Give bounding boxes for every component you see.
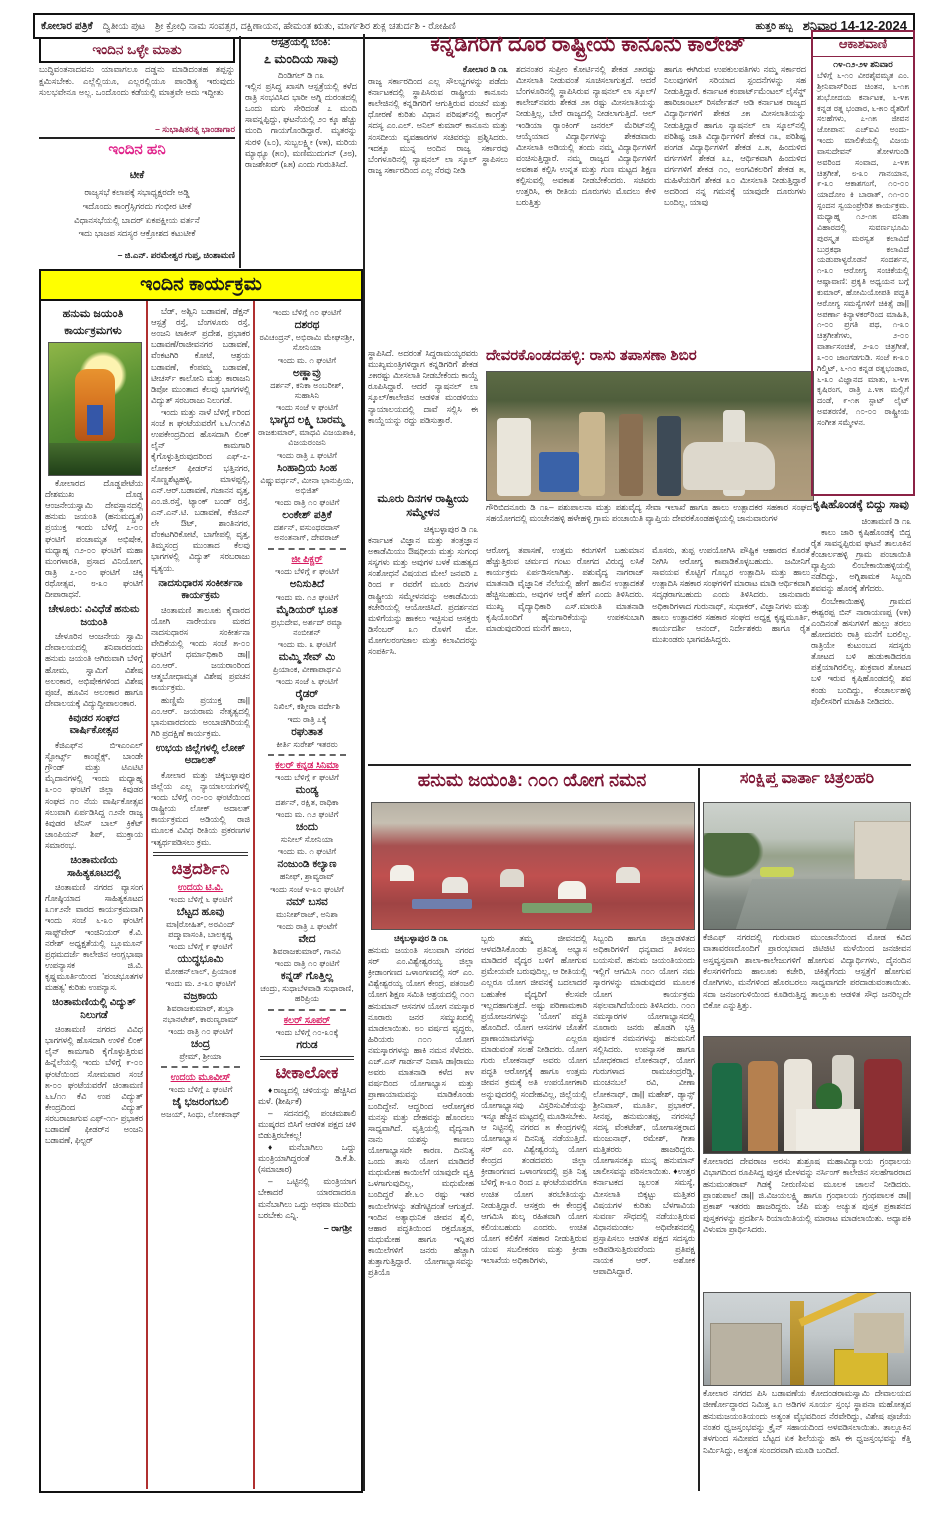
woman-red-saree	[864, 1059, 902, 1151]
fire-kicker: ಆಸ್ಪತ್ರೆಯಲ್ಲಿ ಬೆಂಕಿ:	[271, 37, 331, 48]
show-cast: ಮುನೀಶ್‌ರಾಜ್, ಅನಿಶಾ	[276, 909, 338, 919]
show-title: ಅಣ್ಣಾವ್ರು	[292, 366, 322, 379]
show-title: ಜೈ ಭಜರಂಗಬಲಿ	[172, 1096, 229, 1109]
white-calf	[683, 442, 775, 490]
channel-name: ಉದಯ ಟಿ.ವಿ.	[177, 881, 224, 893]
section-title: ಟೀಕಾಲೋಕ	[275, 1063, 339, 1082]
lead-dateline: ಕೋಲಾರ ಡಿ ೧೩	[462, 64, 508, 74]
signature: – ರಾಗಶ್ರೀ	[323, 1222, 352, 1233]
page-label: ದ್ವಿತೀಯ ಪುಟ	[102, 20, 146, 32]
channel-name: ಕಲರ್ ಕನ್ನಡ ಸಿನಿಮಾ	[275, 759, 339, 771]
section-heading: ಚಿಂತಾಮಣಿಯಲ್ಲಿ ವಿದ್ಯುತ್ ನಿಲುಗಡೆ	[52, 997, 136, 1021]
show-time: ಇಂದು ಸಂಜೆ ೪-೩೦ ಘಂಟಿಗೆ	[270, 884, 344, 894]
krishi-heading: ಕೃಷಿಹೊಂಡಕ್ಕೆ ಬಿದ್ದು ಸಾವು	[813, 499, 909, 511]
chitra-caption-3: ಕೋಲಾರ ನಗರದ ಪಿಸಿ ಬಡಾವಣೆಯ ಕೋದಂಡರಾಮಸ್ವಾಮಿ ದೇವಾಲಯದ ಜೀರ್ಣೋದ್ಧಾರದ ನಿಮಿತ್ತ ೩೧ ಅಡಿಗಳ ಸೂರ್ಯ ಸ್ತಂಭ ಸ್ಥಾಪನಾ ಮಹೋತ್ಸವ ಹನುಮಜಯಂತಿಯಂದು ಅತ್ಯಂತ ವೈಭವದಿಂದ ನೆರವೇರಿದ್ದು, ವಿಶೇಷ ಪೂಜೆಯ ನಂತರ ಧ್ವಜಸ್ತಂಭವನ್ನು ಕ್ರೈನ್ ಸಹಾಯದಿಂದ ಅಳವಡಿಸಲಾಯಿತು. ತಾಲ್ಲೂಕಿನ ತಳಗುಂದ ಸಮೀಪದ ಬೆಟ್ಟದ ಏಕ ಶಿಲೆಯನ್ನು ಹಸಿ ಈ ಧ್ವಜಸ್ತಂಭವನ್ನು ಕೆತ್ತಿ ನಿರ್ಮಿಸಿದ್ದು, ಅತ್ಯಂತ ಸುಂದರವಾಗಿ ಮೂಡಿ ಬಂದಿದೆ.	[703, 1388, 911, 1455]
paragraph: ಇಂದು ಮತ್ತು ನಾಳೆ ಬೆಳಿಗ್ಗೆ ೯ರಿಂದ ಸಂಜೆ ೫ ಘಂಟೆಯವರೆಗೆ ೬೬/೧೧ಕೆವಿ ಉಪಕೇಂದ್ರದಿಂದ ಹೊಸದಾಗಿ ಲಿಂಕ್ ಲೈನ್ ಕಾಮಗಾರಿ ಕೈಗೊಳ್ಳುತ್ತಿರುವುದರಿಂದ ಎಫ್-೭-ಲೋಕಲ್ ಫೀಡರ್‌ನ ಭತ್ತಿನಗರ, ಸೊಣ್ಣಶೆಟ್ಟಹಳ್ಳಿ, ಮಾಳಪ್ಪಲ್ಲಿ, ಎನ್.ಆರ್.ಬಡಾವಣೆ, ಗಜಾನನ ವೃತ್ತ, ಎಂ.ಜಿ.ರಸ್ತೆ, ಟ್ಯಾಂಕ್ ಬಂಡ್ ರಸ್ತೆ, ಎನ್.ಎನ್.ಟಿ. ಬಡಾವಣೆ, ಕೆಜಿಎನ್ ಲೇ ಔಟ್, ಶಾಂತಿನಗರ, ವೆಂಕಟಗಿರಿಕೋಟೆ, ಬಾಗೇಪಲ್ಲಿ ವೃತ್ತ, ತಿಮ್ಮಸಂದ್ರ ಮುಂತಾದ ಕೆಲವು ಭಾಗಗಳಲ್ಲಿ ವಿದ್ಯುತ್ ಸರಬರಾಜು ವ್ಯತ್ಯಯ.	[151, 406, 250, 573]
show-title: ಮೈಡಿಯರ್ ಭೂತ	[276, 603, 338, 616]
show-time: ಇಂದು ರಾತ್ರಿ ೭ ಘಂಟೆಗೆ	[276, 921, 338, 931]
good-word-credit: – ಸುಭಾಷಿತರತ್ನ ಭಾಂಡಾಗಾರ	[155, 124, 235, 134]
section-heading: ಉಭಯ ಜಿಲ್ಲೆಗಳಲ್ಲಿ ಲೋಕ್ ಅದಾಲತ್	[155, 742, 246, 767]
hani-line: ಇದೊಂದು ಕಾಂಗ್ರೆಸ್ಸಿಗರದು ಗಂಭೀರ ಟೀಕೆ	[82, 200, 192, 211]
show-title: ಮಂಡ್ಯ	[295, 783, 319, 796]
show-time: ಇಂದು ಮ. ೧೨ ಘಂಟಿಗೆ	[275, 810, 339, 819]
show-title: ಚಂದು	[296, 821, 318, 833]
akashvani-title: ಆಕಾಶವಾಣಿ	[813, 32, 913, 57]
hanuma-jayanti-heading: ಹನುಮ ಜಯಂತಿ ಕಾರ್ಯಕ್ರಮಗಳು	[62, 308, 124, 337]
cattle-col2: ಮೊಸರು, ತುಪ್ಪ ಉಪಯೋಗಿಸಿ ಪೌಷ್ಟಿಕ ಆಹಾರದ ಕೊರತೆ ನೀಗಿಸಿ ಆರೋಗ್ಯ ಕಾಪಾಡಿಕೊಳ್ಳಬಹುದು. ಜಮೀನಿಗೆ ಸಾವಯವ ಕೊಟ್ಟಿಗೆ ಗೊಬ್ಬರ ಉತ್ಪಾದಿಸಿ ಮತ್ತು ಹಾಲು ಉತ್ಪಾದಿಸಿ ಸಹಕಾರ ಸಂಘಗಳಿಗೆ ಮಾರಾಟ ಮಾಡಿ ಆರ್ಥಿಕವಾಗಿ ಸದೃಢರಾಗಬಹುದು ಎಂದು ತಿಳಿಸಿದರು. ಜಾನುವಾರು ಅಧಿಕಾರಿಗಳಾದ ಗುರುನಾಥ್, ಸುಧಾಕರ್, ವಿಜ್ಞಾನಿಗಳು ಮತ್ತು ಹಾಲು ಉತ್ಪಾದಕರ ಸಹಕಾರ ಸಂಘದ ಅಧ್ಯಕ್ಷ ಕೃಷ್ಣಮೂರ್ತಿ, ಕಾರ್ಯದರ್ಶಿ ಆನಂದ್, ನಿರ್ದೇಶಕರು ಹಾಗೂ ರೈತ ಮುಖಂಡರು ಭಾಗವಹಿಸಿದ್ದರು.	[652, 545, 810, 644]
akashvani-day: ೧೪-೧೨-೨೪ ಶನಿವಾರ	[833, 59, 893, 69]
edition-date: ಶನಿವಾರ 14-12-2024	[802, 18, 907, 33]
yoga-figure	[500, 869, 524, 887]
show-title: ಕನ್ನಡ್ ಗೊತ್ತಿಲ್ಲ	[280, 970, 334, 982]
column-rule	[239, 36, 241, 268]
chitra-caption-1: ಕೆಜಿಎಫ್ ನಗರದಲ್ಲಿ ಗುರುವಾರ ಮುಂಜಾನೆಯಿಂದ ಮೋಡ ಕವಿದ ವಾತಾವರಣದೊಂದಿಗೆ ಪ್ರಾರಂಭವಾದ ಜಿಟಿಜಿಟಿ ಮಳೆಯಿಂದ ಜನಜೀವನ ಅಸ್ತವ್ಯಸ್ತವಾಗಿ ಶಾಲಾ-ಕಾಲೇಜುಗಳಿಗೆ ಹೋಗುವ ವಿದ್ಯಾರ್ಥಿಗಳು, ದೈನಂದಿನ ಕೆಲಸಗಳಿಗೆಂದು ಹಾಲೂಕು ಕಚೇರಿ, ಚಿಕಿತ್ಸೆಗೆಂದು ಆಸ್ಪತ್ರೆಗೆ ಹೋಗುವ ರೋಗಿಗಳು, ಮನೆಗಳಿಂದ ಹೊರಬರಲು ಸಾಧ್ಯವಾಗದೇ ಪರದಾಡುವಂತಾಯಿತು. ಸದಾ ಜನಜಂಗುಳಿಯಿಂದ ಕೂಡಿರುತ್ತಿದ್ದ ತಾಲ್ಲೂಕು ಆಡಳಿತ ಸೌಧ ಜನರಿಲ್ಲದೇ ಬಿಕೋ ಎನ್ನುತ್ತಿತ್ತು.	[703, 932, 911, 1011]
show-title: ನಂಜುಂಡಿ ಕಲ್ಯಾಣ	[277, 858, 337, 871]
section-divider	[368, 764, 911, 766]
programs-rule-2	[253, 301, 255, 1489]
paragraph: ಕಾಲು ಜಾರಿ ಕೃಷಿಹೊಂಡಕ್ಕೆ ಬಿದ್ದ ರೈತ ಸಾವನ್ನಪ್ಪಿರುವ ಘಟನೆ ತಾಲೂಕಿನ ಕೆಂಚಾರ್ಲಹಳ್ಳಿ ಗ್ರಾಮ ಪಂಚಾಯಿತಿ ವ್ಯಾಪ್ತಿಯ ಲಿಂಬೇಕಾಯಿಹಳ್ಳಿಯಲ್ಲಿ ನಡೆದಿದ್ದು, ಅಗ್ನಿಶಾಮಕ ಸಿಬ್ಬಂದಿ ಶವವನ್ನು ಹೊರಕ್ಕೆ ತೆಗೆದರು.	[811, 527, 911, 593]
crane-body	[834, 1349, 888, 1386]
show-time: ಇಂದು ಮ. ೧ ಘಂಟಿಗೆ	[277, 847, 337, 857]
show-cast: ಕೀರ್ತಿ ಸುರೇಶ್ ಇತರರು	[276, 739, 338, 749]
trees	[704, 833, 764, 879]
show-title: ರಘುತಾತ	[291, 725, 323, 738]
krishi-body	[811, 527, 911, 782]
hani-line: ಇದು ಭಾಜಪ ಸದಸ್ಯರ ಆಕ್ರೋಶದ ಕಟುಟೀಕೆ	[78, 228, 196, 239]
programs-col1	[45, 478, 143, 1486]
hani-verse	[39, 186, 235, 241]
show-time: ಇಂದು ರಾತ್ರಿ ೧೦ ಘಂಟಿಗೆ	[274, 959, 340, 968]
stone-pillar	[790, 1301, 804, 1385]
cattle-col1: ಆರೋಗ್ಯ ತಪಾಸಣೆ, ಉತ್ತಮ ಕರುಗಳಿಗೆ ಬಹುಮಾನ ಹೆಚ್ಚುತ್ತಿರುವ ಚರ್ಮದ ಗಂಟು ರೋಗದ ವಿರುದ್ಧ ಲಸಿಕೆ ಕಾರ್ಯಕ್ರಮ ಏರ್ಪಡಿಸಲಾಗಿತ್ತು. ಪಶುವೈದ್ಯ ನಾಗರಾಜ್ ಮಾತನಾಡಿ ವೈಜ್ಞಾನಿಕ ನೆಲೆಯಲ್ಲಿ ಹೇಗೆ ಹಾಲಿನ ಉತ್ಪಾದಕತೆ ಹೆಚ್ಚಿಸಬಹುದು, ಅವುಗಳ ಆರೈಕೆ ಹೇಗೆ ಎಂದು ತಿಳಿಸಿದರು. ಮುಖ್ಯ ವೈದ್ಯಾಧಿಕಾರಿ ಎಸ್.ಮಾರುತಿ ಮಾತನಾಡಿ ಕೃಷಿಯೊಂದಿಗೆ ಹೈನುಗಾರಿಕೆಯನ್ನು ಉಪಕಸುಬಾಗಿ ಮಾಡುವುದರಿಂದ ಮನೆಗೆ ಹಾಲು,	[486, 545, 644, 633]
show-time: ಇಂದು ಬೆಳಿಗ್ಗೆ ೧೦-೩೦ಕ್ಕೆ	[275, 1027, 339, 1037]
double-rule	[260, 1056, 354, 1060]
person-figure	[619, 414, 643, 496]
person-figure	[579, 412, 605, 496]
show-cast: ಚಂದ್ರು, ಸುಧಾಬೆಳವಾಡಿ ಸುಧಾರಾಣಿ, ಹರಿಪ್ರಿಯ	[260, 984, 354, 1004]
show-time: ಇಂದು ಸಂಜೆ ೬ ಘಂಟಿಗೆ	[276, 677, 338, 687]
show-time: ಇಂದು ರಾತ್ರಿ ೭ ಘಂಟಿಗೆ	[276, 450, 338, 460]
temple-crane-pillar-photo	[703, 1292, 911, 1386]
show-title: ಸಿಂಹಾದ್ರಿಯ ಸಿಂಹ	[276, 461, 338, 474]
paragraph: ಹುಣ್ಣಿಮೆ ಪ್ರಯುಕ್ತ ಡಾ|| ಎಂ.ಆರ್. ಜಯರಾಮ ನೇತೃತ್ವದಲ್ಲಿ ಭಾನುವಾರದಂದು ಅಂಬಾಜಿಗಿರಿಯಲ್ಲಿ ಗಿರಿ ಪ್ರದಕ್ಷಿಣೆ ಕಾರ್ಯಕ್ರಮ.	[151, 694, 250, 738]
section-title: ಚಿತ್ರದರ್ಶಿನಿ	[171, 859, 230, 878]
show-title: ಲಂಕೇಶ್ ಪತ್ರಿಕೆ	[282, 509, 332, 521]
hani-subtitle: ಟೀಕೆ	[129, 170, 145, 181]
akashvani-box	[811, 30, 915, 496]
show-title: ರೈಡರ್	[295, 688, 319, 701]
lead-headline: ಕನ್ನಡಿಗರಿಗೆ ದೂರ ರಾಷ್ಟ್ರೀಯ ಕಾನೂನು ಕಾಲೇಜ್	[430, 33, 746, 56]
programs-rule-1	[146, 301, 148, 1489]
paragraph: ಲಿಂಬೇಕಾಯಿಹಳ್ಳಿ ಗ್ರಾಮದ ಈಶ್ವರಪ್ಪ ಬಿನ್ ನಾರಾಯಣಪ್ಪ (೪೫) ಎಂದಿನಂತೆ ಹಸುಗಳಿಗೆ ಹುಲ್ಲು ತರಲು ಹೋದವರು ರಾತ್ರಿ ಮನೆಗೆ ಬರಲಿಲ್ಲ. ರಾತ್ರಿಯೇ ಕುಟುಂಬದ ಸದಸ್ಯರು ತೋಟದ ಬಳಿ ಹುಡುಕಾಡಿದರೂ ಪತ್ತೆಯಾಗಿರಲಿಲ್ಲ. ಶುಕ್ರವಾರ ತೋಟದ ಬಳಿ ಇರುವ ಕೃಷಿಹೊಂಡದಲ್ಲಿ ಶವ ಕಂಡು ಬಂದಿದ್ದು, ಕೆಂಚಾರ್ಲಹಳ್ಳಿ ಪೊಲೀಸರಿಗೆ ಮಾಹಿತಿ ನೀಡಿದರು.	[811, 595, 911, 706]
show-title: ಬೆಟ್ಟದ ಹೂವು	[176, 905, 225, 918]
show-title: ಮಮ್ಮಿ ಸೇವ್ ಮಿ	[278, 651, 336, 663]
building	[854, 821, 911, 881]
yoga-col1: ಹನುಮ ಜಯಂತಿ ಸಲುವಾಗಿ ನಗರದ ಸರ್ ಎಂ.ವಿಶ್ವೇಶ್ವರಯ್ಯ ಜಿಲ್ಲಾ ಕ್ರೀಡಾಂಗಣದ ಒಳಾಂಗಣದಲ್ಲಿ ಸರ್ ಎಂ. ವಿಶ್ವೇಶ್ವರಯ್ಯ ಯೋಗ ಕೇಂದ್ರ, ಪತಂಜಲಿ ಯೋಗ ಶಿಕ್ಷಣ ಸಮಿತಿ ಆಶ್ರಯದಲ್ಲಿ ೧೦೧ ಹನುಮಾನ್ ಆಸನಗಳ ಯೋಗ ನಮಸ್ಕಾರ ನೂರಾರು ಜನರ ಸಮ್ಮುಖದಲ್ಲಿ ಮಾಡಲಾಯಿತು. ೮೦ ವರ್ಷದ ವೃದ್ಧರು, ಹಿರಿಯರು ೧೦೧ ಯೋಗ ನಮಸ್ಕಾರಗಳನ್ನು ಹಾಕಿ ನಮನ ಸೆಳೆದರು. ಎಚ್.ಎಸ್ ಗಾರ್ಡನ್ ನಿವಾಸಿ ಡಾ|ರಾಮು ಅವರು ಮಾತನಾಡಿ ಕಳೆದ ೫೪ ವರ್ಷದಿಂದ ಯೋಗಾಭ್ಯಾಸ ಮತ್ತು ಪ್ರಾಣಾಯಾಮವನ್ನು ಮಾಡಿಕೊಂಡು ಬಂದಿದ್ದೇನೆ. ಆದ್ದರಿಂದ ಆರೋಗ್ಯಕರ ಮನಸ್ಸು ಮತ್ತು ದೇಹವನ್ನು ಹೊಂದಲು ಸಾಧ್ಯವಾಗಿದೆ. ವೃತ್ತಿಯಲ್ಲಿ ವೈದ್ಯನಾಗಿ ನಾನು ಯಶಸ್ಸು ಕಾಣಲು ಯೋಗಾಭ್ಯಾಸವೇ ಕಾರಣ. ದಿನನಿತ್ಯ ಒಂದು ತಾಸು ಯೋಗ ಮಾಡಿದರೆ ಮಧುಮೇಹ ಕಾಯಿಲೆಗೆ ಯಾವುದೇ ವ್ಯಕ್ತಿ ಒಳಗಾಗುವುದಿಲ್ಲ, ಮಧುಮೇಹ ಬಂದಿದ್ದರೆ ಶೇ.೬೦ ರಷ್ಟು ಇತರ ಕಾಯಿಲೆಗಳನ್ನು ತಡೆಗಟ್ಟಿದಂತೆ ಆಗುತ್ತದೆ. ಇಂದಿನ ಅತ್ಯಾಧುನಿಕ ಜೀವನ ಶೈಲಿ, ಆಹಾರ ಪದ್ಧತಿಯಿಂದ ರಕ್ತದೊತ್ತಡ, ಮಧುಮೇಹ ಹಾಗೂ ಇನ್ನಿತರ ಕಾಯಿಲೆಗಳಿಗೆ ಜನರು ಹೆಚ್ಚಾಗಿ ತುತ್ತಾಗುತ್ತಿದ್ದಾರೆ. ಯೋಗಾಭ್ಯಾಸವನ್ನು ಪ್ರತಿಯೊ	[368, 945, 474, 1278]
lead-col1-continued: ಸ್ಥಾಪಿಸಿದೆ. ಅದರಂತೆ ಸಿದ್ದರಾಮಯ್ಯರವರು ಮುಖ್ಯಮಂತ್ರಿಗಳಿದ್ದಾಗ ಕನ್ನಡಿಗರಿಗೆ ಶೇಕಡ ೨೫ರಷ್ಟು ಮೀಸಲಾತಿ ನೀಡಬೇಕೆಂದು ಕಾಯ್ದೆ ರೂಪಿಸಿದ್ದಾರೆ. ಆದರೆ ನ್ಯಾಷನಲ್ ಲಾ ಸ್ಕೂಲ್/ಕಾಲೇಜಿನ ಆಡಳಿತ ಮಂಡಳಿಯು ನ್ಯಾಯಾಲಯದಲ್ಲಿ ದಾವೆ ಸಲ್ಲಿಸಿ ಈ ಕಾಯ್ದೆಯನ್ನು ರದ್ದು ಪಡಿಸುತ್ತಾರೆ.	[368, 348, 478, 425]
show-title: ಅನಿಸುತಿದೆ	[289, 577, 325, 590]
yoga-mat	[412, 899, 472, 909]
blue-chairs	[539, 452, 579, 492]
table-with-cloth	[796, 1109, 860, 1151]
conference-heading: ಮೂರು ದಿನಗಳ ರಾಷ್ಟ್ರೀಯ ಸಮ್ಮೇಳನ	[377, 493, 469, 520]
show-cast: ವಿಷ್ಣುವರ್ಧನ್, ಮೀನಾ ಭಾನುಪ್ರಿಯ, ಅಭಿಜಿತ್	[260, 475, 354, 495]
show-time: ಇಂದು ಬೆಳಿಗ್ಗೆ ೭ ಘಂಟಿಗೆ	[168, 1085, 233, 1095]
woman-saree	[748, 1061, 778, 1151]
show-cast: ಶಿವರಾಜಕುಮಾರ್, ಶುಭ್ರಾ ನಭಾನಟೇಶ್, ಕಾರುಣ್ಯರಾಮ್	[162, 1004, 239, 1024]
paragraph: ಚಿಂತಾಮಣಿ ನಗರದ ವ್ಯಾಸಂಗ ಗೋಷ್ಠಿಯಾದ ಸಾಹಿತ್ಯಕೂಟದ ೩೧೯೨ನೇ ವಾರದ ಕಾರ್ಯಕ್ರಮವಾಗಿ ಇಂದು ಸಂಜೆ ೬-೩೦ ಘಂಟಿಗೆ ಸಾಫ್ಟ್‌ವೇರ್ ಇಂಜಿನಿಯರ್ ಕೆ.ವಿ. ನರೇಶ್ ಅಧ್ಯಕ್ಷತೆಯಲ್ಲಿ ಬ್ಲೂಮೂನ್ ಪ್ರಥಮದರ್ಜೆ ಕಾಲೇಜಿನ ಆಂಗ್ಲಭಾಷಾ ಉಪನ್ಯಾಸಕ ಜಿ.ವಿ. ಕೃಷ್ಣಮೂರ್ತಿಯಿಂದ 'ಪಂಚಭೂತಗಳ ಮಹತ್ವ' ಕುರಿತು ಉಪನ್ಯಾಸ.	[45, 882, 143, 993]
section-heading: ಕಿವುಡರ ಸಂಘದ ವಾರ್ಷಿಕೋತ್ಸವ	[68, 712, 120, 737]
hanuman-deity-image	[48, 342, 142, 476]
section-heading: ಚೇಳೂರು: ವಿವಿಧೆಡೆ ಹನುಮ ಜಯಂತಿ	[48, 604, 140, 628]
show-cast: ಪ್ರಿಯಾಂಕ, ವೀಣಾಪಾರ್ಥವಿ	[272, 665, 342, 674]
show-title: ನಮ್ ಬಸವ	[286, 895, 328, 908]
cattle-intro: ಗೌರಿಬಿದನೂರು ಡಿ ೧೩– ಪಶುಪಾಲನಾ ಮತ್ತು ಪಶುವೈದ್ಯ ಸೇವಾ ಇಲಾಖೆ ಹಾಗೂ ಹಾಲು ಉತ್ಪಾದಕರ ಸಹಕಾರ ಸಂಘದ ಸಹಯೋಗದಲ್ಲಿ ಮಂಚೇನಹಳ್ಳಿ ಹಳೇಹಳ್ಳಿ ಗ್ರಾಮ ಪಂಚಾಯಿತಿ ವ್ಯಾಪ್ತಿಯ ದೇವರಕೊಂಡಹಳ್ಳಿಯಲ್ಲಿ ಜಾನುವಾರುಗಳ	[486, 502, 812, 524]
show-time: ಇಂದು ಬೆಳಿಗ್ಗೆ ೧೦ ಘಂಟಿಗೆ	[272, 308, 342, 317]
yoga-figure	[616, 867, 640, 883]
panchanga-line: ಶ್ರೀ ಕ್ರೋಧಿ ನಾಮ ಸಂವತ್ಸರ, ದಕ್ಷಿಣಾಯನ, ಹೇಮಂತ ಋತು, ಮಾರ್ಗಶಿರ ಶುಕ್ಲ ಚತುರ್ದಶಿ - ರೋಹಿಣಿ	[155, 20, 456, 32]
yoga-col3: ಸಿಬ್ಬಂದಿ ಹಾಗೂ ಜಿಲ್ಲಾಡಳಿತದ ಅಧಿಕಾರಿಗಳಿಗೆ ಧನ್ಯವಾದ ತಿಳಿಸಲು ಬಯಸುವೆ. ಹನುಮ ಜಯಂತಿಯಂದು ಇಲ್ಲಿಗೆ ಆಗಮಿಸಿ ೧೦೧ ಯೋಗ ನಮ ಸ್ಕಾರಗಳನ್ನು ಮಾಡುವುದರ ಮೂಲಕ ಯೋಗ ಕಾರ್ಯಕ್ರಮ ಸಫಲವಾಗಿದೆಯೆಂದು ತಿಳಿಸಿದರು. ೧೦೧ ನಮಸ್ಕಾರಗಳ ಯೋಗಾಭ್ಯಾಸದಲ್ಲಿ ನೂರಾರು ಜನರು ಹೊಡಗಿ ಭಕ್ತಿ ಪೂರ್ವಕ ನಮನಗಳನ್ನು ಹನುಮನಿಗೆ ಸಲ್ಲಿಸಿದರು. ಉಪನ್ಯಾಸಕ ಹಾಗೂ ಬೋಧಕರಾದ ಲೋಕನಾಥ್, ಯೋಗ ಗುರುಗಳಾದ ರಾಮಚಂದ್ರರೆಡ್ಡಿ, ಮಂಚನಬಲೆ ರವಿ, ವೀಣಾ ಲೋಕನಾಥ್, ಡಾ|| ಮಹೇಶ್, ಡ್ಯಾನ್ಸ್ ಶ್ರೀನಿವಾಸ್, ಮೂರ್ತಿ, ಪ್ರಭಾಕರ್, ಸೀನಪ್ಪ, ಹನುಮಂತಪ್ಪ, ನಗರಸಭೆ ಸದಸ್ಯ ವೆಂಕಟೇಶ್, ಯೋಗಾಸಕ್ತರಾದ ಮಂಜುನಾಥ್, ರಮೇಶ್, ಗೀತಾ ಮತ್ತಿತರರು ಹಾಜರಿದ್ದರು. ಯೋಗಾಸನಕ್ಕೂ ಮುನ್ನ ಹನುಮಾನ್ ಚಾಲೀಸವನ್ನು ಪಠಿಸಲಾಯಿತು. ♦ಉತ್ತರ ಕರ್ನಾಟಕದ ಜ್ವಲಂತ ಸಮಸ್ಯೆ, ಮೀಸಲಾತಿ ಬಿಕ್ಕಟ್ಟು ಮತ್ತಿತರ ವಿಷಯಗಳ ಕುರಿತು ಬೆಳಗಾವಿಯ ಸುವರ್ಣ ಸೌಧದಲ್ಲಿ ನಡೆಯುತ್ತಿರುವ ವಿಧಾನಮಂಡಲ ಅಧಿವೇಶನದಲ್ಲಿ ಪ್ರಸ್ತಾಪಿಸಲು ಆಡಳಿತ ಪಕ್ಷದ ಸದಸ್ಯರು ಅಡಿಪಡಿಸುತ್ತಿರುವರೆಂದು ಪ್ರತಿಪಕ್ಷ ನಾಯಕ ಆರ್. ಅಶೋಕ ಆಪಾದಿಸಿದ್ದಾರೆ.	[593, 933, 695, 1277]
cattle-health-camp-photo	[486, 371, 814, 501]
divider	[39, 137, 235, 139]
show-time: ಇಂದು ಬೆಳಿಗ್ಗೆ ೯ ಘಂಟಿಗೆ	[275, 772, 339, 782]
yoga-col2: ಬ್ಬರು ತಮ್ಮ ಜೀವನದಲ್ಲಿ ಆಳವಡಿಸಿಕೊಂಡು ಪ್ರತಿನಿತ್ಯ ಅಭ್ಯಾಸ ಮಾಡಿದರೆ ವೈದ್ಯರ ಬಳಿಗೆ ಹೋಗುವ ಪ್ರಮೇಯವೇ ಬರುವುದಿಲ್ಲ, ಆ ರೀತಿಯಲ್ಲಿ ಎಲ್ಲರೂ ಯೋಗ ಜೀವನಕ್ಕೆ ಬದಲಾದರೆ ಬಹುತೇಕ ವೈದ್ಯರಿಗೆ ಕೆಲಸವೇ ಇಲ್ಲದಹಾಗುತ್ತದೆ. ಅಷ್ಟು ಪರಿಣಾಮಕಾರಿ ಪ್ರಯೋಜನಗಳನ್ನು 'ಯೋಗ' ಪದ್ಧತಿ ಹೊಂದಿದೆ. ಯೋಗ ಆಸನಗಳ ಜೊತೆಗೆ ಪ್ರಾಣಾಯಾಮಗಳನ್ನು ಎಲ್ಲರೂ ಮಾಡುವಂತೆ ಸಲಹೆ ನೀಡಿದರು. ಯೋಗ ಗುರು ಲೋಕನಾಥ್ ಅವರು ಯೋಗ ಪದ್ಧತಿ ಆರೋಗ್ಯಕ್ಕೆ ಹಾಗೂ ಉತ್ತಮ ಜೀವನ ಕ್ರಮಕ್ಕೆ ಅತಿ ಉಪಯೋಗಕಾರಿ ಅನ್ನುವುದರಲ್ಲಿ ಸಂದೇಹವಿಲ್ಲ, ಜಿಲ್ಲೆಯಲ್ಲಿ ಯೋಗಾಭ್ಯಾಸವು ವಿಸ್ತರಿಸುವಿಕೆಯನ್ನು ಇನ್ನೂ ಹೆಚ್ಚಿನ ಮಟ್ಟದಲ್ಲಿ ಮೂಡಿಸಬೇಕು. ಆ ನಿಟ್ಟಿನಲ್ಲಿ ನಗರದ ೫ ಕೇಂದ್ರಗಳಲ್ಲಿ ಯೋಗಾಭ್ಯಾಸ ದಿನನಿತ್ಯ ನಡೆಯುತ್ತಿದೆ. ಸರ್ ಎಂ. ವಿಶ್ವೇಶ್ವರಯ್ಯ ಯೋಗ ಕೇಂದ್ರದ ತಂಡದವರು ಜಿಲ್ಲಾ ಕ್ರೀಡಾಂಗಣದ ಒಳಾಂಗಣದಲ್ಲಿ ಪ್ರತಿ ನಿತ್ಯ ಬೆಳಿಗ್ಗೆ ೫-೩೦ ರಿಂದ ೭ ಘಂಟೆಯವರೆಗೂ ಉಚಿತ ಯೋಗ ತರಬೇತಿಯನ್ನು ನೀಡುತ್ತಿದ್ದಾರೆ. ಆಸಕ್ತರು ಈ ಕೇಂದ್ರಕ್ಕೆ ಆಗಮಿಸಿ ಶುಲ್ಕ ರಹಿತವಾಗಿ ಯೋಗ ಕಲಿಯಬಹುದು ಎಂದರು. ಉಚಿತ ಯೋಗ ಕಲಿಕೆಗೆ ಸಹಕಾರ ನೀಡುತ್ತಿರುವ ಯುವ ಸಬಲೀಕರಣ ಮತ್ತು ಕ್ರೀಡಾ ಇಲಾಖೆಯ ಅಧಿಕಾರಿಗಳು,	[481, 933, 587, 1266]
chitralahari-headline: ಸಂಕ್ಷಿಪ್ತ ವಾರ್ತಾ ಚಿತ್ರಲಹರಿ	[739, 770, 875, 787]
show-cast: ರವಿಚಂದ್ರನ್, ಅಭಿರಾಮಿ ಮೇಘನಶ್ರೀ, ಸೋನಿಯಾ	[259, 333, 355, 353]
akashvani-schedule: ಬೆಳಿಗ್ಗೆ ೬-೧೦ ವೀರಶೈವಮೃತ ಎಂ. ಶ್ರೀನಿವಾಸ್‌ರಿಂದ ಚಿಂತನ, ೬-೧೫ ಶುಭೋದಯ ಕರ್ನಾಟಕ, ೬-೪೫ ಕನ್ನಡ ರತ್ನ ಭಂಡಾರ, ೬-೫೦ ರೈತರಿಗೆ ಸಲಹೆಗಳು, ೭-೧೫ ಜೀವನ ಜೋಪಾನ: ಎಚ್‌ಐವಿ ಅಂದು-ಇಂದು ಮಾಲಿಕೆಯಲ್ಲಿ ವಿಜಯ ವಾಸುದೇವನ್ ತೋಳಗುಂಡಿ ಅವರಿಂದ ಸಂವಾದ, ೭-೪೫ ಚಿತ್ರಗೀತೆ, ೮-೩೦ ಗಾನಯಾನ, ೯-೩೦ ಆಕಾಶಗಂಗೆ, ೧೦-೦೦ ಯಾದೋಂ ಕಿ ಬಾರಾತ್, ೧೧-೦೦ ಸ್ಪಂದನ ಸ್ವಯಂಪ್ರೇರಿತ ಕಾರ್ಯಕ್ರಮ. ಮಧ್ಯಾಹ್ನ ೧೨-೧೫ ವನಿತಾ ವಿಹಾರದಲ್ಲಿ ಸುವರ್ಣಭೂಮಿ ಪುರಸ್ಕೃತ ಮರಸ್ವತ ಕಲಾವಿದೆ ಬುರ್ರಕಥಾ ಕಲಾವಿದೆ ಯಡುಪಾಳ್ಯರೊಡನೆ ಸಂದರ್ಶನ, ೧-೩೦ ಆರೋಗ್ಯ ಸಂಚಿಕೆಯಲ್ಲಿ ಆಷ್ಪಾವಾಣಿ: ಪ್ರಕೃತಿ ಅಧ್ಯಯನ ಬಗ್ಗೆ ಕುಮಾರ್, ಹೋಮಿಯೋಪತಿ ಪದ್ಧತಿ ಆರೋಗ್ಯ ಸಮಸ್ಯೆಗಳಿಗೆ ಚಿಕಿತ್ಸೆ ಡಾ|| ಅಪರ್ಣಾ ಕಿನ್ಯಾಳಕರ್‌ರಿಂದ ಮಾಹಿತಿ, ೧-೦೦ ಪ್ರಗತಿ ಪಥ, ೧-೩೦ ಚಿತ್ರಗೀತೆಗಳು, ೨-೦೦ ವಾರ್ತಾಸಂಚಿಕೆ, ೨-೩೦ ಚಿತ್ರಗೀತೆ, ೩-೦೦ ಜಾಂಗಡಗುಡಿ. ಸಂಜೆ ೫-೩೦ ಗಿಲ್ಮಿಟ್, ೬-೧೦ ಕನ್ನಡ ರತ್ನಭಂಡಾರ, ೬-೩೦ ವಿಜ್ಞಾನದ ಮಾತು, ೬-೪೫ ಕೃಷಿರಂಗ, ರಾತ್ರಿ ೭.೪೫ ಮಲ್ಲಿಗೆ ದಂಡೆ, ೯-೧೫ ಸ್ಪಾಟ್ ಲೈಟ್ ಅವತರಣಿಕೆ, ೧೦-೦೦ ರಾಷ್ಟ್ರೀಯ ಸಂಗೀತ ಸಮ್ಮೇಳನ.	[817, 71, 909, 427]
fire-dateline: ದಿಂಡಿಗಲ್ ಡಿ ೧೩	[278, 70, 324, 80]
dashed-divider	[268, 548, 346, 550]
paragraph: ♦ಮನೆಬಾಗಿಲು ಒದ್ದು ಮಂತ್ರಿಯಾಗಿದ್ದರಂತೆ ಡಿ.ಕೆ.ಶಿ. (ಸಮಾಚಾರ)	[258, 1142, 356, 1175]
zone-rule-left	[363, 34, 365, 1491]
mountain	[49, 443, 141, 475]
show-cast: ಮೋಹನ್‌ಲಾಲ್, ಪ್ರಿಯಾಂಕ	[164, 967, 237, 977]
show-cast: ಹನೀಫ್, ಶ್ರಾವ್ಯರಾವ್	[279, 872, 335, 882]
dashed-divider	[268, 1009, 346, 1011]
section-heading: ಚಿಂತಾಮಣಿಯ ಸಾಹಿತ್ಯಕೂಟದಲ್ಲಿ	[67, 855, 121, 879]
paragraph: – ಒಟ್ಟಿನಲ್ಲಿ ಮಂತ್ರಿಯಾಗ ಬೇಕಾದರೆ ಯಾರದಾದರೂ ಮನೆಬಾಗಿಲು ಒದ್ದು ಅಥವಾ ಮುರಿದು ಬರಬೇಕು ಎನ್ನಿ.	[258, 1176, 356, 1220]
road-median	[760, 867, 794, 877]
paragraph: ಕೆಜಿಎಫ್‌ನ ಬಿಇಎಂಎಲ್ ಸ್ಪೋರ್ಟ್ಸ್ ಕಾಂಪ್ಲೆಕ್ಸ್, ಬಾಂಡೇ ಗ್ರೌಂಡ್ ಮತ್ತು ಟಿಎಟಿಟಿ ಮೈದಾನಗಳಲ್ಲಿ ಇಂದು ಮಧ್ಯಾಹ್ನ ೩-೦೦ ಘಂಟಿಗೆ ಜಿಲ್ಲಾ ಕಿವುಡರ ಸಂಘದ ೧೦ ನೆಯ ವಾರ್ಷಿಕೋತ್ಸವ ಸಲುವಾಗಿ ಏರ್ಪಡಿಸಿದ್ದ ೧೨ನೇ ರಾಜ್ಯ ಕಿವುಡರ ಟೆನಿಸ್ ಬಾಲ್ ಕ್ರಿಕೆಟ್ ಚಾಂಪಿಯನ್ ಶಿಪ್, ಮುಕ್ತಾಯ ಸಮಾರಂಭ.	[45, 739, 143, 850]
show-cast: ದರ್ಶನ್, ರಕ್ಷಿತ, ರಾಧಿಕಾ	[275, 797, 339, 807]
show-cast: ದರ್ಶನ್, ವಸುಂಧರದಾಸ್ ಅನಂತನಾಗ್, ದೇವರಾಜ್	[273, 523, 341, 543]
paper-title: ಕೋಲಾರ ಪತ್ರಿಕೆ	[41, 19, 93, 32]
woman-green-saree	[712, 1063, 742, 1151]
conference-body: ಕರ್ನಾಟಕ ವಿಜ್ಞಾನ ಮತ್ತು ತಂತ್ರಜ್ಞಾನ ಅಕಾಡೆಮಿಯು ಔಷಧೀಯ ಮತ್ತು ಸುಗಂಧ ಸಸ್ಯಗಳು ಮತ್ತು ಅವುಗಳ ಬಳಕೆ ಮಹತ್ವದ ಸಂಶೋಧನೆ ವಿಷಯದ ಮೇಲೆ ಜನವರಿ ೭ ರಿಂದ ೯ ರವರೆಗೆ ಮೂರು ದಿನಗಳ ರಾಷ್ಟ್ರೀಯ ಸಮ್ಮೇಳನವನ್ನು ಅಕಾಡೆಮಿಯ ಕಚೇರಿಯಲ್ಲಿ ಆಯೋಜಿಸಿದೆ. ಪ್ರದರ್ಶನದ ಮಳಿಗೆಯನ್ನು ಹಾಕಲು ಇಚ್ಛಿಸುವ ಆಸಕ್ತರು ಡಿಸೆಂಬರ್ ೩೧ ರೊಳಗೆ ಮೇ. ಮೋಗಲರಂಗಜಾಲ ಮತ್ತು ಕಲಾವಿದರನ್ನು ಸಂಪರ್ಕಿಸಿ.	[368, 535, 478, 657]
show-cast: ಪ್ರಭುದೇವ, ಅರ್ಶದ್ ರಮ್ಯಾ ನಂಬೀಶನ್	[270, 617, 344, 637]
show-cast: ದರ್ಶನ್, ಕನಿಕಾ ಅಂಬರೀಶ್, ಸುಹಾಸಿನಿ	[270, 380, 344, 400]
good-word-text: ಬುದ್ಧಿವಂತನಾದವನು ಯಾವಾಗಲೂ ದಡ್ಡನು ಮಾಡಿದಂತಹ ತಪ್ಪನ್ನು ಕ್ಷಮಿಸಬೇಕು. ಎಲ್ಲೆಲ್ಲಿಯೂ, ಎಲ್ಲರಲ್ಲಿಯೂ ಪಾಂಡಿತ್ಯ ಇರುವುದು ಸುಲಭವೇನೂ ಅಲ್ಲ. ಒಂದೊಂದು ಕಡೆಯಲ್ಲಿ ಮಾತ್ರವೇ ಅದು ಇದ್ದೀತು	[39, 64, 235, 98]
yoga-session-photo	[371, 802, 695, 930]
gopura-arch	[854, 1313, 904, 1353]
show-time: ಇಂದು ಸಂಜೆ ೪ ಘಂಟಿಗೆ	[276, 403, 338, 412]
fire-title: ೭ ಮಂದಿಯ ಸಾವು	[263, 52, 339, 66]
show-cast: ಶಿವರಾಜಕುಮಾರ್, ಗಾನವಿ	[272, 946, 342, 956]
show-title: ಯುದ್ಧಭೂಮಿ	[177, 953, 224, 966]
temple-structure	[710, 1323, 782, 1386]
conference-dateline: ಚಿಕ್ಕಬಳ್ಳಾಪುರ ಡಿ ೧೩	[424, 524, 478, 534]
chitra-caption-2: ಕೋಲಾರದ ದೇವರಾಜ ಅರಸು ಶುಶ್ರೂಷ ಮಹಾವಿದ್ಯಾಲಯ ಗ್ರಂಥಾಲಯ ವಿಭಾಗದಿಂದ ರೂಪಿಸಿದ್ದ ಪುಸ್ತಕ ಮೇಳವನ್ನು ನರ್ಸಿಂಗ್ ಕಾಲೇಜಿನ ಸಲಹೆಗಾರರಾದ ಹನುಮಂತರಾವ್ ಗಿಡಕ್ಕೆ ನೀರುಣಿಸುವ ಮೂಲಕ ಚಾಲನೆ ನೀಡಿದರು. ಪ್ರಾಂಶುಪಾಲೆ ಡಾ|| ಜಿ.ವಿಜಯಲಕ್ಷ್ಮಿ ಹಾಗೂ ಗ್ರಂಥಾಲಯ ಗ್ರಂಥಪಾಲಕ ಡಾ|| ಪ್ರಕಾಶ್ ಇತರರು ಹಾಜರಿದ್ದರು. ಜೆಪಿ ಮತ್ತು ಅಚ್ಯುತ ಪುಸ್ತಕ ಪ್ರಕಾಶನದ ಪುಸ್ತಕಗಳನ್ನು ಪ್ರದರ್ಶಿಸಿ ರಿಯಾಯಿತಿಯಲ್ಲಿ ಮಾರಾಟ ಮಾಡಲಾಯಿತು. ಅಧ್ಯಾಪಕಿ ವಿಳುಮಾ ಪ್ರಾರ್ಥಿಸಿದರು.	[703, 1156, 911, 1235]
paragraph: ಕೋಲಾರದ ದೊಡ್ಡಪೇಟೆಯ ದೇಶಮುಖ ದೊಡ್ಡ ಆಂಜನೇಯಸ್ವಾಮಿ ದೇವಸ್ಥಾನದಲ್ಲಿ ಹನುಮ ಜಯಂತಿ (ಹನುಮದ್ವ್ರತ) ಪ್ರಯುಕ್ತ ಇಂದು ಬೆಳಿಗ್ಗೆ ೭-೦೦ ಘಂಟಿಗೆ ಪಂಚಾಮೃತ ಅಭಿಷೇಕ, ಮಧ್ಯಾಹ್ನ ೧೨-೦೦ ಘಂಟಿಗೆ ಮಹಾ ಮಂಗಳಾರತಿ, ಪ್ರಸಾದ ವಿನಿಯೋಗ, ರಾತ್ರಿ ೭-೦೦ ಘಂಟಿಗೆ ಚಿಕ್ಕ ರಥೋತ್ಸವ, ೮-೩೦ ಘಂಟಿಗೆ ದೀಪಾರಾಧನೆ.	[45, 478, 143, 600]
lead-col2: ಶದನಂತರ ಸುಪ್ರೀಂ ಕೋರ್ಟಿನಲ್ಲಿ ಶೇಕಡ ೨೫ರಷ್ಟು ಮೀಸಲಾತಿ ನೀಡುವಂತೆ ಸೂಚಿಸಲಾಗುತ್ತದೆ. ಆದರೆ ಬೆಂಗಳೂರಿನಲ್ಲಿ ಸ್ಥಾಪಿಸಿರುವ ನ್ಯಾಷನಲ್ ಲಾ ಸ್ಕೂಲ್/ಕಾಲೇಜ್‌ನವರು ಶೇಕಡ ೨೫ ರಷ್ಟು ಮೀಸಲಾತಿಯನ್ನು ನೀಡುತ್ತಿಲ್ಲ, ಬೇರೆ ರಾಜ್ಯದಲ್ಲಿ ನೀಡಲಾಗುತ್ತಿದೆ. ಆಲ್ ಇಂಡಿಯಾ ರ‍್ಯಾಂಕಿಂಗ್ ಜನರಲ್ ಮೆರಿಟ್‌ನಲ್ಲಿ ಆಯ್ಕೆಯಾದ ವಿದ್ಯಾರ್ಥಿಗಳನ್ನು ಶೇಕಡವಾರು ಮೀಸಲಾತಿ ಅಡಿಯಲ್ಲಿ ತಂದು ನಮ್ಮ ವಿದ್ಯಾರ್ಥಿಗಳಿಗೆ ವಂಚಿಸುತ್ತಿದ್ದಾರೆ. ನಮ್ಮ ರಾಜ್ಯದ ವಿದ್ಯಾರ್ಥಿಗಳಿಗೆ ಅವಕಾಶ ಕಲ್ಪಿಸಿ ಉನ್ನತ ಮತ್ತು ಗುಣ ಮಟ್ಟದ ಶಿಕ್ಷಣ ಕಲ್ಪಿಸುವಲ್ಲಿ ಅವಕಾಶ ನೀಡಬೇಕೆಂದರು. ಸಚಿವರು ಉತ್ತರಿಸಿ, ಈ ರೀತಿಯ ದೂರುಗಳು ಮೊದಲು ಕೇಳಿ ಬರುತ್ತಿತ್ತು	[516, 64, 656, 208]
yoga-headline: ಹನುಮ ಜಯಂತಿ: ೧೦೧ ಯೋಗ ನಮನ	[417, 770, 647, 790]
paragraph: – ಸದನದಲ್ಲಿ ಪಂಚಮಶಾಲಿ ಮುಷ್ಕರದ ಬಿಸಿಗೆ ಆಡಳಿತ ಪಕ್ಷದ ಚಳಿ ಬಿಡುತ್ತಿರಬೇಕಲ್ಲ!	[258, 1107, 356, 1140]
programs-col3	[258, 306, 356, 1486]
show-time: ಇಂದು ಬೆಳಿಗ್ಗೆ ೯ ಘಂಟಿಗೆ	[275, 566, 339, 576]
paragraph: ಚಿಂತಾಮಣಿ ನಗರದ ವಿವಿಧ ಭಾಗಗಳಲ್ಲಿ ಹೊಸದಾಗಿ ಉಳಿಕೆ ಲಿಂಕ್ ಲೈನ್ ಕಾಮಗಾರಿ ಕೈಗೊಳ್ಳುತ್ತಿರುವ ಹಿನ್ನೆಲೆಯಲ್ಲಿ ಇಂದು ಬೆಳಿಗ್ಗೆ ೯-೦೦ ಘಂಟೆಯಿಂದ ಸೋಮವಾರ ಸಂಜೆ ೫-೦೦ ಘಂಟೆಯವರೆಗೆ ಚಿಂತಾಮಣಿ ೬೬/೧೧ ಕೆವಿ ಉಪ ವಿದ್ಯುತ್ ಕೇಂದ್ರದಿಂದ ವಿದ್ಯುತ್ ಸರಬರಾಜಾಗುವ ಎಫ್-೧೧- ಪ್ರಭಾಕರ ಬಡಾವಣೆ ಫೀಡರ್‌ನ ಅಂಜನಿ ಬಡಾವಣೆ, ಫಿಲ್ಟರ್	[45, 1024, 143, 1146]
fire-body: ಇಲ್ಲಿನ ಪ್ರಸಿದ್ಧ ಖಾಸಗಿ ಆಸ್ಪತ್ರೆಯಲ್ಲಿ ಕಳೆದ ರಾತ್ರಿ ಸಂಭವಿಸಿದ ಭಾರೀ ಅಗ್ನಿ ದುರಂತದಲ್ಲಿ ಒಂದು ಮಗು ಸೇರಿದಂತೆ ೭ ಮಂದಿ ಸಾವನ್ನಪ್ಪಿದ್ದು, ಘಟನೆಯಲ್ಲಿ ೨೦ ಕ್ಕೂ ಹೆಚ್ಚು ಮಂದಿ ಗಾಯಗೊಂಡಿದ್ದಾರೆ. ಮೃತರನ್ನು ಸುರಳಿ (೬೦), ಸುಬ್ಬಲಕ್ಷ್ಮೀ (೪೫), ಮರಿಯ ಮ್ಯಾಥ್ಯೂ (೫೦), ಮಣಿಮುದುಗನ್ (೨೮), ರಾಜಶೇಖರ್ (೩೫) ಎಂದು ಗುರುತಿಸಿದೆ.	[245, 81, 357, 169]
festival-label: ಹುತ್ತರಿ ಹಬ್ಬ	[755, 20, 793, 32]
yoga-mat	[522, 903, 592, 913]
yoga-figure	[558, 881, 586, 899]
paragraph: ♦ರಾಜ್ಯದಲ್ಲಿ ಚಳಿಯನ್ನು ಹೆಚ್ಚಿಸಿದ ಮಳೆ. (ಶೀರ್ಷಿಕೆ)	[258, 1084, 356, 1106]
krishi-dateline: ಚಿಂತಾಮಣಿ ಡಿ ೧೩	[861, 516, 911, 526]
show-title: ವೇದ	[298, 932, 316, 945]
show-time: ಇಂದು ಬೆಳಿಗ್ಗೆ ೬ ಘಂಟಿಗೆ	[168, 894, 233, 904]
cattle-headline: ದೇವರಕೊಂಡದಹಳ್ಳಿ: ರಾಸು ತಪಾಸಣಾ ಶಿಬಿರ	[486, 347, 697, 364]
show-time: ಇಂದು ಮ. ೨-೩೦ ಘಂಟಿಗೆ	[165, 979, 236, 989]
show-title: ದಶರಥ	[294, 319, 320, 331]
show-title: ಚಂದ್ರ	[190, 1037, 211, 1050]
programs-col2	[151, 306, 250, 1486]
paragraph: ಕೋಲಾರ ಮತ್ತು ಚಿಕ್ಕಬಳ್ಳಾಪುರ ಜಿಲ್ಲೆಯ ಎಲ್ಲ ನ್ಯಾಯಾಲಯಗಳಲ್ಲಿ ಇಂದು ಬೆಳಿಗ್ಗೆ ೧೦-೦೦ ಘಂಟೆಯಿಂದ ರಾಷ್ಟ್ರೀಯ ಲೋಕ್ ಅದಾಲತ್ ಕಾರ್ಯಕ್ರಮದ ಅಡಿಯಲ್ಲಿ ರಾಜಿ ಮೂಲಕ ವಿವಿಧ ರೀತಿಯ ಪ್ರಕರಣಗಳ ಇತ್ಯರ್ಥಪಡಿಸಲು ಕ್ರಮ.	[151, 769, 250, 847]
plant	[816, 1083, 842, 1109]
lead-col3: ಹಾಗೂ ಈಗಿರುವ ಉಪಕುಲಪತಿಗಳು ನಮ್ಮ ಸರ್ಕಾರದ ನಿಲುವುಗಳಿಗೆ ಸರಿಯಾದ ಸ್ಪಂದನೆಗಳನ್ನು ಸಹ ನೀಡುತ್ತಿದ್ದಾರೆ. ಕರ್ನಾಟಕ ಕಂಪಾರ್ಟ್‌ಮೆಂಟಲ್ ಲೈಸೆನ್ಡ್ ಹಾರಿಜಾಂಟಲ್ ರಿಸರ್ವೇಶನ್ ಆಡಿ ಕರ್ನಾಟಕ ರಾಜ್ಯದ ವಿದ್ಯಾರ್ಥಿಗಳಿಗೆ ಶೇಕಡ ೨೫ ಮೀಸಲಾತಿಯನ್ನು ನೀಡುತ್ತಿದ್ದಾರೆ ಹಾಗೂ ನ್ಯಾಷನಲ್ ಲಾ ಸ್ಕೂಲ್‌ನಲ್ಲಿ ಪರಿಶಿಷ್ಟ ಜಾತಿ ವಿದ್ಯಾರ್ಥಿಗಳಿಗೆ ಶೇಕಡ ೧೩, ಪರಿಶಿಷ್ಟ ಪಂಗಡ ವಿದ್ಯಾರ್ಥಿಗಳಿಗೆ ಶೇಕಡ ೭.೫, ಹಿಂದುಳಿದ ವರ್ಗಗಳಿಗೆ ಶೇಕಡ ೩೭, ಆರ್ಥಿಕವಾಗಿ ಹಿಂದುಳಿದ ವರ್ಗಗಳಿಗೆ ಶೇಕಡ ೧೦, ಅಂಗವಿಕಲರಿಗೆ ಶೇಕಡ ೫, ಮಹಿಳೆಯರಿಗೆ ಶೇಕಡ ೩೦ ಮೀಸಲಾತಿ ನೀಡುತ್ತಿದ್ದಾರೆ ಅದರಿಂದ ನನ್ನ ಗಮನಕ್ಕೆ ಯಾವುದೇ ದೂರುಗಳು ಬಂದಿಲ್ಲ, ಯಾವು	[664, 64, 806, 208]
show-cast: ನಿಖಿಲ್, ಕಶ್ಮೀರಾ ವರ್ದೇಶಿ	[273, 702, 341, 712]
show-cast: ಸುನೀಲ್ ಸೋನಿಯಾ	[280, 835, 334, 844]
show-title: ವಜ್ರಕಾಯ	[183, 990, 218, 1003]
yoga-dateline: ಚಿಕ್ಕಬಳ್ಳಾಪುರ ಡಿ ೧೩	[394, 933, 448, 943]
hani-title: ಇಂದಿನ ಹನಿ	[108, 141, 166, 158]
hanuman-garment	[87, 405, 103, 435]
person-figure	[497, 418, 531, 496]
yoga-figure	[442, 877, 468, 893]
show-cast: ಮಾ|ರೋಹಿತ್, ಅರವಿಂದ್ ಪದ್ಮಾವಾಸಂತಿ, ಬಾಲಕೃಷ್ಣ	[166, 919, 235, 939]
show-cast: ರಾಜಕುಮಾರ್, ಮಾಧವಿ ವಿಜಯಶಾಕಿ, ವಿಜಯರಂಜನಿ	[258, 428, 356, 448]
book-fair-inauguration-photo	[703, 1036, 911, 1154]
show-time: ಇಂದು ಮ. ೩ ಘಂಟಿಗೆ	[277, 640, 337, 649]
show-title: ಭಾಗ್ಯದ ಲಕ್ಷ್ಮಿ ಬಾರಮ್ಮ	[269, 414, 345, 426]
channel-name: ಉದಯ ಮೂವೀಸ್	[170, 1072, 231, 1084]
show-time: ಇಂದು ಮ. ೧೨ ಘಂಟಿಗೆ	[275, 592, 339, 602]
rainy-street-photo	[703, 802, 911, 930]
person-figure	[657, 416, 681, 496]
hani-line: ರಾಜ್ಯಸಭೆ ಕಲಾಪಕ್ಕೆ ಸಭಾಧ್ಯಕ್ಷರದೇ ಅಡ್ಡಿ	[84, 187, 190, 197]
show-time: ಇಂದು ಮ. ೧ ಘಂಟಿಗೆ	[277, 355, 337, 365]
today-programs-banner: ಇಂದಿನ ಕಾರ್ಯಕ್ರಮ	[39, 269, 363, 301]
paragraph: ಚಿಂತಾಮಣಿ ತಾಲೂಕು ಕೈವಾರದ ಯೋಗಿ ನಾರೇಯಣ ಮಠದ ನಾದಸುಧಾರಸ ಸಂಕೀರ್ತನಾ ವೇದಿಕೆಯಲ್ಲಿ ಇಂದು ಸಂಜೆ ೫-೦೦ ಘಂಟಿಗೆ ಧರ್ಮಾಧಿಕಾರಿ ಡಾ|| ಎಂ.ಆರ್. ಜಯರಾಂರಿಂದ ಆತ್ಮಬೋಧಾಮೃತ ವಿಶೇಷ ಪ್ರವಚನ ಕಾರ್ಯಕ್ರಮ.	[151, 604, 250, 693]
section-heading: ನಾದಸುಧಾರಸ ಸಂಕೀರ್ತನಾ ಕಾರ್ಯಕ್ರಮ	[158, 577, 243, 602]
zone-rule-mid	[698, 768, 700, 1491]
hani-credit: – ಜಿ.ಎನ್. ಪರಮೇಶ್ವರ ಗುಪ್ತ, ಚಿಂಶಾಮಣಿ	[117, 250, 235, 260]
hani-line: ವಿಧಾನಸಭೆಯಲ್ಲಿ ಬಾದರ್ ಏಕಪಕ್ಷೀಯ ವರ್ತನೆ	[74, 214, 200, 225]
show-cast: ಪ್ರೇಮ್, ಶ್ರೀಯಾ	[179, 1051, 222, 1061]
wet-road	[736, 879, 902, 929]
show-cast: ಅಜಯ್, ಸಿಂಧು, ಲೋಕನಾಥ್	[160, 1110, 241, 1120]
paragraph: ಬೆಡ್, ಅಶ್ವಿನಿ ಬಡಾವಣೆ, ಡೆಕ್ಷನ್ ಆಸ್ಪತ್ರೆ ರಸ್ತೆ, ಬೆಂಗಳೂರು ರಸ್ತೆ, ಅಂಜನಿ ಟಾಕೀಸ್ ಪ್ರದೇಶ, ಪ್ರಭಾಕರ ಬಡಾವಣೆ/ರಾಜೀವನಗರ ಬಡಾವಣೆ, ವೆಂಕಟಗಿರಿ ಕೋಟೆ, ಆಶ್ರಯ ಬಡಾವಣೆ, ಕೆಂಪಮ್ಮ ಬಡಾವಣೆ, ಟೀಚರ್ಸ್ ಕಾಲೋನಿ ಮತ್ತು ಕಾರಾಜನಿ ಡಿಪೋ ಮುಂತಾದ ಕೆಲವು ಭಾಗಗಳಲ್ಲಿ ವಿದ್ಯುತ್ ಸರಬರಾಜು ನಿಲುಗಡೆ.	[151, 306, 250, 405]
paragraph: ಚೇಳೂರಿನ ಆಂಜನೇಯ ಸ್ವಾಮಿ ದೇವಾಲಯದಲ್ಲಿ ಶನಿವಾರದಂದು ಹನುಮ ಜಯಂತಿ ಆಗಿರುವಾಗಿ ಬೆಳಿಗ್ಗೆ ಹೋಮ, ಸ್ವಾಮಿಗೆ ವಿಶೇಷ ಅಲಂಕಾರ, ಅಭಿಷೇಕಗಳಿಂದ ವಿಶೇಷ ಪೂಜೆ, ಹೂವಿನ ಅಲಂಕಾರ ಹಾಗೂ ದೇವಾಲಯಕ್ಕೆ ವಿದ್ಯುದ್ದೀಪಾಲಂಕಾರ.	[45, 631, 143, 708]
yoga-figure	[390, 865, 414, 881]
channel-name: ಜೀ ಪಿಕ್ಚರ್	[291, 553, 323, 565]
double-rule	[153, 852, 248, 856]
channel-name: ಕಲರ್ ಸೂಪರ್	[283, 1014, 331, 1026]
good-word-box: ಇಂದಿನ ಒಳ್ಳೇ ಮಾತು	[39, 37, 235, 63]
show-time: ಇದು ರಾತ್ರಿ ೭ಕ್ಕೆ	[287, 714, 327, 724]
dashed-divider	[161, 1066, 240, 1068]
show-time: ಇಂದು ರಾತ್ರಿ ೧೦ ಘಂಟಿಗೆ	[274, 498, 340, 507]
dashed-divider	[268, 754, 346, 756]
show-time: ಇಂದು ರಾತ್ರಿ ೧೦ ಘಂಟಿಗೆ	[168, 1026, 233, 1036]
lead-col1: ರಾಜ್ಯ ಸರ್ಕಾರದಿಂದ ಎಲ್ಲ ಸೌಲಭ್ಯಗಳನ್ನು ಪಡೆದು ಕರ್ನಾಟಕದಲ್ಲಿ ಸ್ಥಾಪಿಸಿರುವ ರಾಷ್ಟ್ರೀಯ ಕಾನೂನು ಕಾಲೇಜಿನಲ್ಲಿ ಕನ್ನಡಿಗರಿಗೆ ಆಗುತ್ತಿರುವ ವಂಚನೆ ಮತ್ತು ಧೋರಣೆ ಕುರಿತು ವಿಧಾನ ಪರಿಷತ್‌ನಲ್ಲಿ ಕಾಂಗ್ರೆಸ್ ಸದಸ್ಯ ಎಂ.ಎಲ್. ಅನಿಲ್ ಕುಮಾರ್ ಕಾನೂನು ಮತ್ತು ಸಂಸದೀಯ ವ್ಯವಹಾರಗಳ ಸಚಿವರನ್ನು ಪ್ರಶ್ನಿಸಿದರು. ಇದಕ್ಕೂ ಮುನ್ನ ಅಂದಿನ ರಾಜ್ಯ ಸರ್ಕಾರವು ಬೆಂಗಳೂರಿನಲ್ಲಿ ನ್ಯಾಷನಲ್ ಲಾ ಸ್ಕೂಲ್ ಸ್ಥಾಪಿಸಲು ರಾಜ್ಯ ಸರ್ಕಾರದಿಂದ ಎಲ್ಲ ನೆರವು ನೀಡಿ	[368, 76, 508, 175]
show-time: ಇಂದು ಬೆಳಿಗ್ಗೆ ೯ ಘಂಟಿಗೆ	[168, 942, 233, 952]
show-title: ಗರುಡ	[296, 1038, 318, 1051]
